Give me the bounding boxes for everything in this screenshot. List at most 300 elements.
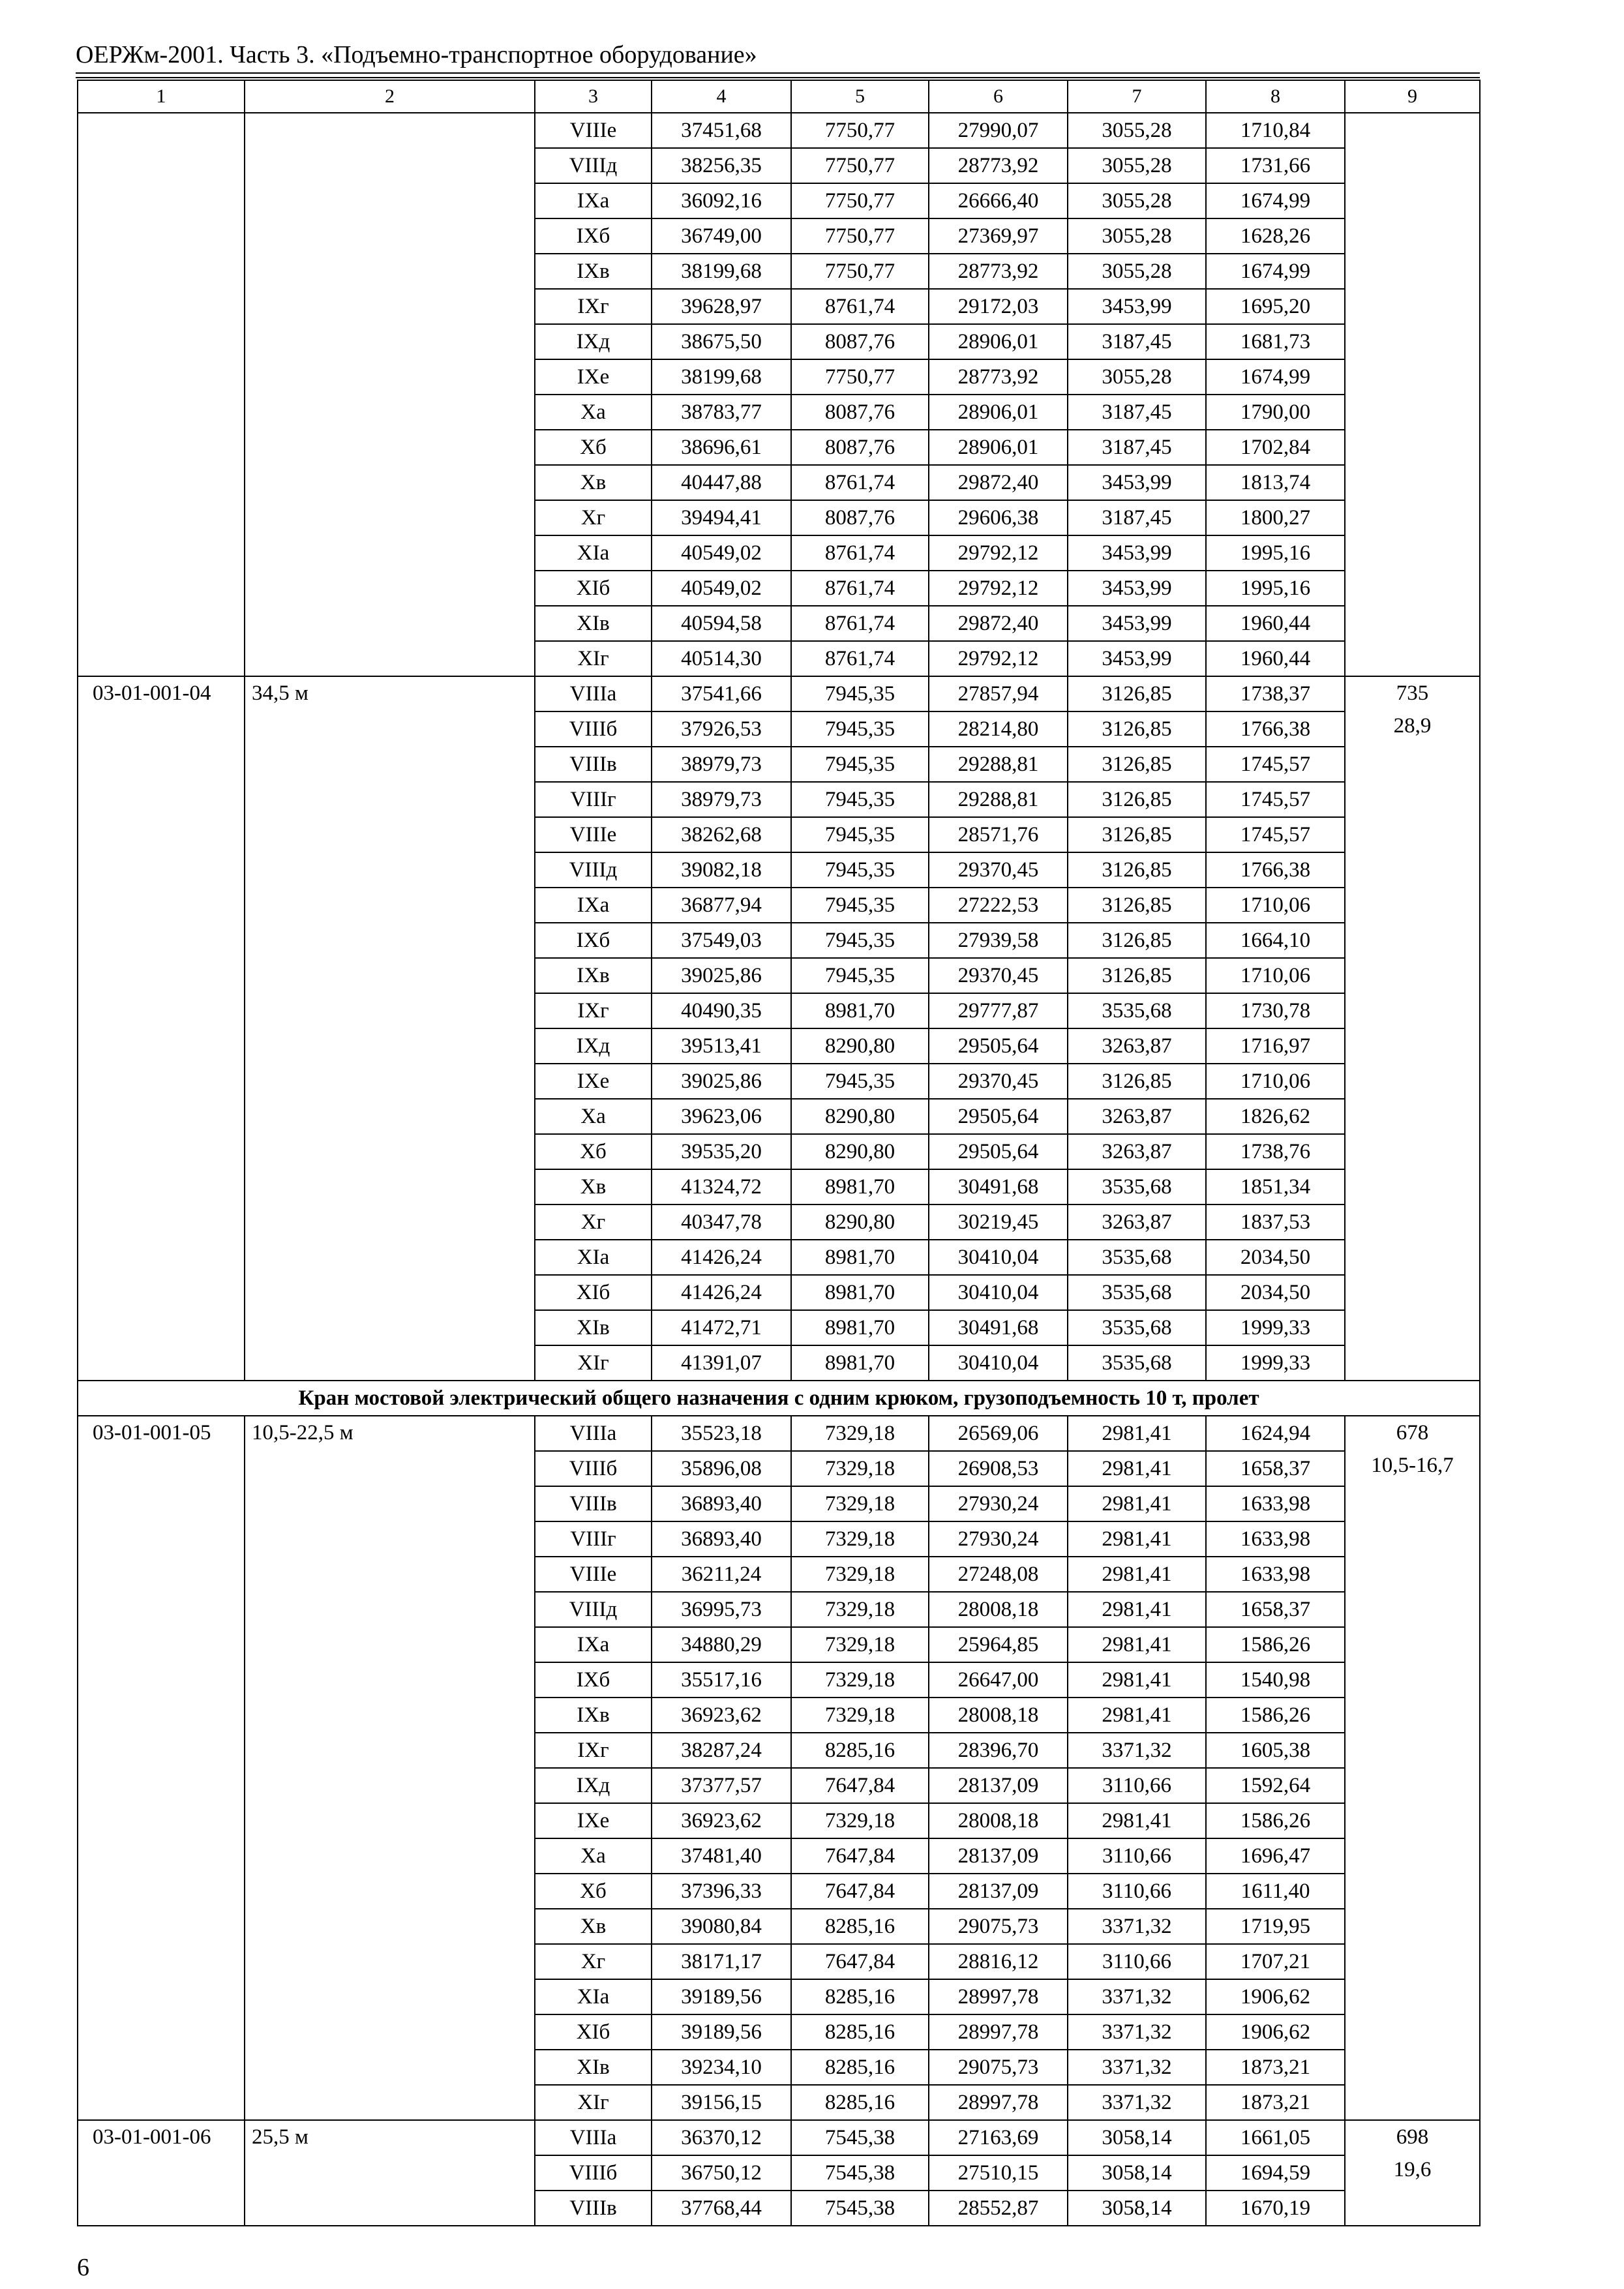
region-cell: XIв — [535, 1310, 652, 1345]
material-cost-cell: 1995,16 — [1206, 535, 1345, 571]
code-cell: 03-01-001-06 — [78, 2120, 245, 2226]
total-cost-cell: 40347,78 — [652, 1204, 791, 1240]
total-cost-cell: 38256,35 — [652, 148, 791, 183]
machinist-wage-cell: 3535,68 — [1068, 1169, 1206, 1204]
material-cost-cell: 1790,00 — [1206, 395, 1345, 430]
region-cell: XIг — [535, 2085, 652, 2120]
total-cost-cell: 36923,62 — [652, 1803, 791, 1838]
region-cell: IXд — [535, 1028, 652, 1064]
wage-cell: 7945,35 — [791, 747, 929, 782]
region-cell: IXe — [535, 1064, 652, 1099]
material-cost-cell: 1719,95 — [1206, 1909, 1345, 1944]
wage-cell: 8285,16 — [791, 2050, 929, 2085]
region-cell: Xг — [535, 500, 652, 535]
material-cost-cell: 1731,66 — [1206, 148, 1345, 183]
machinist-wage-cell: 2981,41 — [1068, 1451, 1206, 1486]
machine-cost-cell: 28214,80 — [929, 711, 1068, 747]
table-row — [78, 676, 1480, 711]
norm-value: 28,9 — [1393, 714, 1432, 738]
total-cost-cell: 39189,56 — [652, 1979, 791, 2014]
wage-cell: 7750,77 — [791, 254, 929, 289]
region-cell: VIIIa — [535, 676, 652, 711]
material-cost-cell: 1710,06 — [1206, 958, 1345, 993]
total-cost-cell: 35517,16 — [652, 1662, 791, 1698]
machinist-wage-cell: 3187,45 — [1068, 500, 1206, 535]
machine-cost-cell: 27857,94 — [929, 676, 1068, 711]
material-cost-cell: 1813,74 — [1206, 465, 1345, 500]
machinist-wage-cell: 3535,68 — [1068, 1345, 1206, 1381]
machinist-wage-cell: 3055,28 — [1068, 359, 1206, 395]
material-cost-cell: 1633,98 — [1206, 1486, 1345, 1521]
wage-cell: 8087,76 — [791, 324, 929, 359]
wage-cell: 7945,35 — [791, 958, 929, 993]
region-cell: IXв — [535, 1698, 652, 1733]
material-cost-cell: 1766,38 — [1206, 711, 1345, 747]
wage-cell: 7945,35 — [791, 923, 929, 958]
total-cost-cell: 37549,03 — [652, 923, 791, 958]
machinist-wage-cell: 3126,85 — [1068, 852, 1206, 888]
region-cell: IXв — [535, 958, 652, 993]
region-cell: VIIIг — [535, 1521, 652, 1557]
machine-cost-cell: 29792,12 — [929, 571, 1068, 606]
region-cell: IXг — [535, 993, 652, 1028]
machine-cost-cell: 29370,45 — [929, 958, 1068, 993]
table-row — [78, 1416, 1480, 1451]
price-table — [77, 80, 1481, 2226]
machinist-wage-cell: 3453,99 — [1068, 465, 1206, 500]
wage-cell: 7329,18 — [791, 1486, 929, 1521]
total-cost-cell: 39025,86 — [652, 958, 791, 993]
machine-cost-cell: 29075,73 — [929, 2050, 1068, 2085]
machine-cost-cell: 29505,64 — [929, 1028, 1068, 1064]
wage-cell: 8761,74 — [791, 571, 929, 606]
norm-value: 10,5-16,7 — [1371, 1454, 1454, 1477]
wage-cell: 8285,16 — [791, 1909, 929, 1944]
machine-cost-cell: 27510,15 — [929, 2155, 1068, 2191]
total-cost-cell: 39623,06 — [652, 1099, 791, 1134]
machinist-wage-cell: 3187,45 — [1068, 324, 1206, 359]
region-cell: IXд — [535, 324, 652, 359]
machine-cost-cell: 28008,18 — [929, 1592, 1068, 1627]
material-cost-cell: 1670,19 — [1206, 2191, 1345, 2226]
wage-cell: 8981,70 — [791, 1345, 929, 1381]
total-cost-cell: 38199,68 — [652, 254, 791, 289]
machinist-wage-cell: 2981,41 — [1068, 1521, 1206, 1557]
total-cost-cell: 36092,16 — [652, 183, 791, 218]
machinist-wage-cell: 3263,87 — [1068, 1134, 1206, 1169]
region-cell: IXe — [535, 359, 652, 395]
machine-cost-cell: 30491,68 — [929, 1310, 1068, 1345]
machine-cost-cell: 27939,58 — [929, 923, 1068, 958]
machinist-wage-cell: 3126,85 — [1068, 711, 1206, 747]
material-cost-cell: 1702,84 — [1206, 430, 1345, 465]
material-cost-cell: 1611,40 — [1206, 1874, 1345, 1909]
material-cost-cell: 1540,98 — [1206, 1662, 1345, 1698]
total-cost-cell: 40514,30 — [652, 641, 791, 676]
region-cell: Xв — [535, 1909, 652, 1944]
machinist-wage-cell: 3058,14 — [1068, 2155, 1206, 2191]
wage-cell: 8290,80 — [791, 1099, 929, 1134]
wage-cell: 7945,35 — [791, 1064, 929, 1099]
material-cost-cell: 1906,62 — [1206, 2014, 1345, 2050]
wage-cell: 8290,80 — [791, 1204, 929, 1240]
region-cell: XIб — [535, 2014, 652, 2050]
machine-cost-cell: 29288,81 — [929, 747, 1068, 782]
total-cost-cell: 39156,15 — [652, 2085, 791, 2120]
parameter-cell: 34,5 м — [245, 676, 535, 1381]
norm-value: 678 — [1396, 1421, 1429, 1444]
total-cost-cell: 39080,84 — [652, 1909, 791, 1944]
machine-cost-cell: 27248,08 — [929, 1557, 1068, 1592]
region-cell: IXд — [535, 1768, 652, 1803]
total-cost-cell: 35523,18 — [652, 1416, 791, 1451]
column-number: 8 — [1206, 80, 1345, 113]
column-number-row — [78, 80, 1480, 113]
machinist-wage-cell: 3263,87 — [1068, 1099, 1206, 1134]
region-cell: XIa — [535, 535, 652, 571]
norm-value: 735 — [1396, 681, 1429, 705]
machine-cost-cell: 28906,01 — [929, 395, 1068, 430]
region-cell: VIIIв — [535, 747, 652, 782]
machinist-wage-cell: 3263,87 — [1068, 1204, 1206, 1240]
region-cell: IXa — [535, 183, 652, 218]
machine-cost-cell: 28552,87 — [929, 2191, 1068, 2226]
section-title-row — [78, 1381, 1480, 1416]
material-cost-cell: 1745,57 — [1206, 782, 1345, 817]
total-cost-cell: 37768,44 — [652, 2191, 791, 2226]
wage-cell: 8285,16 — [791, 1733, 929, 1768]
wage-cell: 7545,38 — [791, 2155, 929, 2191]
wage-cell: 8761,74 — [791, 289, 929, 324]
total-cost-cell: 36923,62 — [652, 1698, 791, 1733]
code-cell: 03-01-001-04 — [78, 676, 245, 1381]
wage-cell: 7329,18 — [791, 1662, 929, 1698]
total-cost-cell: 40490,35 — [652, 993, 791, 1028]
wage-cell: 7647,84 — [791, 1944, 929, 1979]
material-cost-cell: 1826,62 — [1206, 1099, 1345, 1134]
material-cost-cell: 1873,21 — [1206, 2050, 1345, 2085]
region-cell: VIIIa — [535, 1416, 652, 1451]
wage-cell: 8981,70 — [791, 1310, 929, 1345]
machine-cost-cell: 27163,69 — [929, 2120, 1068, 2155]
wage-cell: 7545,38 — [791, 2191, 929, 2226]
total-cost-cell: 37377,57 — [652, 1768, 791, 1803]
total-cost-cell: 36893,40 — [652, 1521, 791, 1557]
machinist-wage-cell: 3187,45 — [1068, 395, 1206, 430]
total-cost-cell: 41426,24 — [652, 1240, 791, 1275]
machinist-wage-cell: 3110,66 — [1068, 1768, 1206, 1803]
machinist-wage-cell: 3126,85 — [1068, 676, 1206, 711]
material-cost-cell: 1873,21 — [1206, 2085, 1345, 2120]
region-cell: VIIIe — [535, 817, 652, 852]
machine-cost-cell: 30219,45 — [929, 1204, 1068, 1240]
machine-cost-cell: 30410,04 — [929, 1345, 1068, 1381]
header-rule — [76, 72, 1480, 74]
region-cell: XIг — [535, 641, 652, 676]
material-cost-cell: 1674,99 — [1206, 183, 1345, 218]
machinist-wage-cell: 3535,68 — [1068, 1240, 1206, 1275]
norm-cell — [1345, 1416, 1480, 2120]
total-cost-cell: 36750,12 — [652, 2155, 791, 2191]
wage-cell: 7945,35 — [791, 676, 929, 711]
machinist-wage-cell: 2981,41 — [1068, 1592, 1206, 1627]
machine-cost-cell: 30491,68 — [929, 1169, 1068, 1204]
machinist-wage-cell: 2981,41 — [1068, 1557, 1206, 1592]
wage-cell: 7647,84 — [791, 1768, 929, 1803]
total-cost-cell: 36995,73 — [652, 1592, 791, 1627]
machinist-wage-cell: 2981,41 — [1068, 1803, 1206, 1838]
total-cost-cell: 38287,24 — [652, 1733, 791, 1768]
machinist-wage-cell: 2981,41 — [1068, 1416, 1206, 1451]
material-cost-cell: 1664,10 — [1206, 923, 1345, 958]
machine-cost-cell: 28997,78 — [929, 2014, 1068, 2050]
region-cell: Xa — [535, 395, 652, 430]
region-cell: VIIIa — [535, 2120, 652, 2155]
machinist-wage-cell: 3110,66 — [1068, 1944, 1206, 1979]
total-cost-cell: 41324,72 — [652, 1169, 791, 1204]
column-number: 7 — [1068, 80, 1206, 113]
material-cost-cell: 2034,50 — [1206, 1240, 1345, 1275]
region-cell: VIIIб — [535, 2155, 652, 2191]
machine-cost-cell: 26569,06 — [929, 1416, 1068, 1451]
machinist-wage-cell: 3371,32 — [1068, 2050, 1206, 2085]
machine-cost-cell: 27930,24 — [929, 1521, 1068, 1557]
material-cost-cell: 2034,50 — [1206, 1275, 1345, 1310]
material-cost-cell: 1586,26 — [1206, 1627, 1345, 1662]
total-cost-cell: 38262,68 — [652, 817, 791, 852]
wage-cell: 7329,18 — [791, 1803, 929, 1838]
column-number: 1 — [78, 80, 245, 113]
material-cost-cell: 1710,06 — [1206, 1064, 1345, 1099]
region-cell: Xa — [535, 1838, 652, 1874]
machinist-wage-cell: 3110,66 — [1068, 1874, 1206, 1909]
region-cell: IXб — [535, 218, 652, 254]
region-cell: VIIIб — [535, 711, 652, 747]
total-cost-cell: 37481,40 — [652, 1838, 791, 1874]
machinist-wage-cell: 3453,99 — [1068, 571, 1206, 606]
total-cost-cell: 38171,17 — [652, 1944, 791, 1979]
region-cell: VIIIд — [535, 852, 652, 888]
column-number: 2 — [245, 80, 535, 113]
machine-cost-cell: 28571,76 — [929, 817, 1068, 852]
machinist-wage-cell: 3126,85 — [1068, 958, 1206, 993]
total-cost-cell: 38675,50 — [652, 324, 791, 359]
region-cell: VIIIб — [535, 1451, 652, 1486]
code-cell: 03-01-001-05 — [78, 1416, 245, 2120]
machine-cost-cell: 29370,45 — [929, 1064, 1068, 1099]
material-cost-cell: 1960,44 — [1206, 641, 1345, 676]
machinist-wage-cell: 3055,28 — [1068, 218, 1206, 254]
norm-value: 19,6 — [1393, 2158, 1432, 2181]
machinist-wage-cell: 2981,41 — [1068, 1627, 1206, 1662]
parameter-cell: 25,5 м — [245, 2120, 535, 2226]
wage-cell: 8981,70 — [791, 1275, 929, 1310]
machine-cost-cell: 29505,64 — [929, 1134, 1068, 1169]
wage-cell: 7329,18 — [791, 1451, 929, 1486]
total-cost-cell: 39234,10 — [652, 2050, 791, 2085]
total-cost-cell: 36893,40 — [652, 1486, 791, 1521]
machine-cost-cell: 27222,53 — [929, 888, 1068, 923]
wage-cell: 7750,77 — [791, 183, 929, 218]
region-cell: IXг — [535, 289, 652, 324]
machine-cost-cell: 29075,73 — [929, 1909, 1068, 1944]
wage-cell: 8761,74 — [791, 606, 929, 641]
parameter-cell: 10,5-22,5 м — [245, 1416, 535, 2120]
wage-cell: 8087,76 — [791, 430, 929, 465]
total-cost-cell: 37451,68 — [652, 113, 791, 148]
norm-cell — [1345, 113, 1480, 676]
column-number: 5 — [791, 80, 929, 113]
material-cost-cell: 1906,62 — [1206, 1979, 1345, 2014]
region-cell: VIIIe — [535, 113, 652, 148]
column-number: 3 — [535, 80, 652, 113]
material-cost-cell: 1738,37 — [1206, 676, 1345, 711]
machinist-wage-cell: 3535,68 — [1068, 1275, 1206, 1310]
wage-cell: 7945,35 — [791, 888, 929, 923]
total-cost-cell: 39628,97 — [652, 289, 791, 324]
machine-cost-cell: 29872,40 — [929, 465, 1068, 500]
machine-cost-cell: 29288,81 — [929, 782, 1068, 817]
material-cost-cell: 1837,53 — [1206, 1204, 1345, 1240]
wage-cell: 7329,18 — [791, 1521, 929, 1557]
wage-cell: 7545,38 — [791, 2120, 929, 2155]
page-number: 6 — [77, 2254, 89, 2281]
machinist-wage-cell: 3453,99 — [1068, 606, 1206, 641]
machinist-wage-cell: 2981,41 — [1068, 1662, 1206, 1698]
machinist-wage-cell: 3110,66 — [1068, 1838, 1206, 1874]
wage-cell: 8981,70 — [791, 1240, 929, 1275]
machine-cost-cell: 28008,18 — [929, 1698, 1068, 1733]
region-cell: XIв — [535, 606, 652, 641]
total-cost-cell: 37926,53 — [652, 711, 791, 747]
region-cell: XIг — [535, 1345, 652, 1381]
material-cost-cell: 1710,84 — [1206, 113, 1345, 148]
region-cell: XIв — [535, 2050, 652, 2085]
material-cost-cell: 1995,16 — [1206, 571, 1345, 606]
machinist-wage-cell: 3453,99 — [1068, 641, 1206, 676]
machine-cost-cell: 25964,85 — [929, 1627, 1068, 1662]
machinist-wage-cell: 3126,85 — [1068, 923, 1206, 958]
machine-cost-cell: 28997,78 — [929, 1979, 1068, 2014]
machinist-wage-cell: 3187,45 — [1068, 430, 1206, 465]
material-cost-cell: 1730,78 — [1206, 993, 1345, 1028]
total-cost-cell: 41472,71 — [652, 1310, 791, 1345]
machinist-wage-cell: 3126,85 — [1068, 888, 1206, 923]
material-cost-cell: 1633,98 — [1206, 1521, 1345, 1557]
machine-cost-cell: 28906,01 — [929, 430, 1068, 465]
material-cost-cell: 1633,98 — [1206, 1557, 1345, 1592]
region-cell: XIб — [535, 1275, 652, 1310]
region-cell: VIIIд — [535, 148, 652, 183]
machine-cost-cell: 28137,09 — [929, 1838, 1068, 1874]
wage-cell: 8290,80 — [791, 1028, 929, 1064]
region-cell: VIIIд — [535, 1592, 652, 1627]
region-cell: VIIIв — [535, 2191, 652, 2226]
machine-cost-cell: 28137,09 — [929, 1874, 1068, 1909]
machinist-wage-cell: 3055,28 — [1068, 254, 1206, 289]
material-cost-cell: 1851,34 — [1206, 1169, 1345, 1204]
region-cell: Xв — [535, 1169, 652, 1204]
region-cell: Xб — [535, 430, 652, 465]
header-rule — [76, 77, 1480, 78]
material-cost-cell: 1674,99 — [1206, 359, 1345, 395]
column-number: 9 — [1345, 80, 1480, 113]
material-cost-cell: 1661,05 — [1206, 2120, 1345, 2155]
region-cell: XIa — [535, 1979, 652, 2014]
wage-cell: 7945,35 — [791, 711, 929, 747]
total-cost-cell: 36211,24 — [652, 1557, 791, 1592]
machine-cost-cell: 29792,12 — [929, 641, 1068, 676]
machine-cost-cell: 28773,92 — [929, 254, 1068, 289]
wage-cell: 7750,77 — [791, 113, 929, 148]
material-cost-cell: 1658,37 — [1206, 1451, 1345, 1486]
wage-cell: 8290,80 — [791, 1134, 929, 1169]
machine-cost-cell: 30410,04 — [929, 1240, 1068, 1275]
machine-cost-cell: 29505,64 — [929, 1099, 1068, 1134]
material-cost-cell: 1999,33 — [1206, 1310, 1345, 1345]
machinist-wage-cell: 3371,32 — [1068, 1909, 1206, 1944]
machinist-wage-cell: 3371,32 — [1068, 2014, 1206, 2050]
machine-cost-cell: 28906,01 — [929, 324, 1068, 359]
wage-cell: 8981,70 — [791, 1169, 929, 1204]
region-cell: Xг — [535, 1944, 652, 1979]
wage-cell: 8087,76 — [791, 395, 929, 430]
total-cost-cell: 39494,41 — [652, 500, 791, 535]
material-cost-cell: 1674,99 — [1206, 254, 1345, 289]
wage-cell: 7945,35 — [791, 782, 929, 817]
machine-cost-cell: 28773,92 — [929, 359, 1068, 395]
region-cell: VIIIг — [535, 782, 652, 817]
material-cost-cell: 1716,97 — [1206, 1028, 1345, 1064]
machine-cost-cell: 26647,00 — [929, 1662, 1068, 1698]
material-cost-cell: 1694,59 — [1206, 2155, 1345, 2191]
region-cell: VIIIe — [535, 1557, 652, 1592]
wage-cell: 8761,74 — [791, 465, 929, 500]
wage-cell: 7329,18 — [791, 1557, 929, 1592]
wage-cell: 7750,77 — [791, 359, 929, 395]
total-cost-cell: 39189,56 — [652, 2014, 791, 2050]
total-cost-cell: 38696,61 — [652, 430, 791, 465]
wage-cell: 8087,76 — [791, 500, 929, 535]
machine-cost-cell: 27369,97 — [929, 218, 1068, 254]
norm-cell — [1345, 676, 1480, 1381]
material-cost-cell: 1696,47 — [1206, 1838, 1345, 1874]
table-row — [78, 113, 1480, 148]
total-cost-cell: 35896,08 — [652, 1451, 791, 1486]
total-cost-cell: 38199,68 — [652, 359, 791, 395]
region-cell: Xг — [535, 1204, 652, 1240]
region-cell: IXa — [535, 888, 652, 923]
total-cost-cell: 39082,18 — [652, 852, 791, 888]
machinist-wage-cell: 3126,85 — [1068, 782, 1206, 817]
material-cost-cell: 1658,37 — [1206, 1592, 1345, 1627]
wage-cell: 8285,16 — [791, 2014, 929, 2050]
wage-cell: 8761,74 — [791, 535, 929, 571]
wage-cell: 8761,74 — [791, 641, 929, 676]
wage-cell: 8981,70 — [791, 993, 929, 1028]
total-cost-cell: 38979,73 — [652, 782, 791, 817]
norm-value: 698 — [1396, 2125, 1429, 2149]
material-cost-cell: 1960,44 — [1206, 606, 1345, 641]
machinist-wage-cell: 3055,28 — [1068, 113, 1206, 148]
machinist-wage-cell: 3453,99 — [1068, 289, 1206, 324]
wage-cell: 7750,77 — [791, 148, 929, 183]
region-cell: IXб — [535, 923, 652, 958]
wage-cell: 7329,18 — [791, 1416, 929, 1451]
material-cost-cell: 1681,73 — [1206, 324, 1345, 359]
region-cell: Xб — [535, 1874, 652, 1909]
machinist-wage-cell: 3371,32 — [1068, 1733, 1206, 1768]
